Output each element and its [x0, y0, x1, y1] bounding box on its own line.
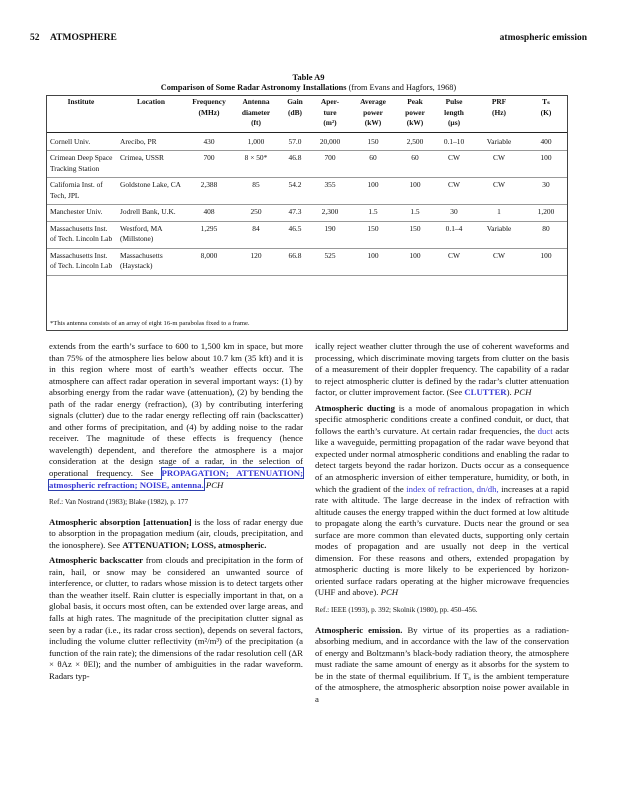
table-cell: 60 — [396, 151, 434, 178]
entry-term: Atmospheric backscatter — [49, 555, 144, 566]
table-cell: 84 — [232, 221, 280, 248]
table-cell: 66.8 — [280, 248, 310, 275]
table-footnote: *This antenna consists of an array of eight 16-m parabolas fixed to a frame. — [50, 320, 250, 327]
table-cell: 46.8 — [280, 151, 310, 178]
table-cell: 700 — [310, 151, 350, 178]
entry-backscatter: Atmospheric backscatter from clouds and precipitation in the form of rain, hail, or snow may be considered an unwanted source of interference, or clutter, to radars whose mission is to detect targets other than the weather itself. Rain clutter is especially important in that, on a global basis, it occurs most often, can be extended over large areas, and falls at high rates. The magnitude of the precipitation clutter signal as seen by a radar (i.e., its radar cross section), depends on several factors, including the volume clutter reflectivity (m²/m³) of the precipitation (a function of the rain rate); the dimensions of the radar resolution cell (ΔR × θAz × θEl); and the number of ambiguities in the radar waveform. Radars typ- — [49, 555, 303, 681]
duct-link[interactable]: duct — [537, 425, 553, 436]
table-row — [46, 132, 568, 151]
table-cell: CW — [434, 178, 474, 205]
table-cell: 80 — [524, 221, 568, 248]
table-cell: Jodrell Bank, U.K. — [116, 205, 186, 222]
paragraph-atmosphere: extends from the earth’s surface to 600 to 1,500 km in space, but more than 75% of the atmosphere lies below about 10.7 km (35 kft) and it is in this region where most of earth’s weather effects occur. The atmosphere can affect radar operation in several important ways: (1) by absorbing energy from the radar wave (attenuation), (2) by bending the path of the radar energy (refraction), (3) by contributing interfering signals (clutter) due to the radar energy reflecting off rain (backscatter) and other forms of precipitation, and (4) by adding noise to the radar receiver. The magnitude of these effects is frequency (hence wavelength) dependent, and therefore the atmosphere is a major consideration at the design stage of a radar, in the selection of operational frequency. See PROPAGATION; ATTENUATION; atmospheric refraction; NOISE, antenna. PCH — [49, 341, 303, 490]
table-cell: 150 — [396, 221, 434, 248]
table-cell: Crimean Deep Space Tracking Station — [46, 151, 116, 178]
xref-attenuation: ATTENUATION; LOSS, atmospheric. — [122, 539, 267, 550]
author-initials: PCH — [380, 587, 399, 598]
table-cell: Massachusetts (Haystack) — [116, 248, 186, 275]
table-cell: 1,295 — [186, 221, 232, 248]
left-column — [49, 341, 303, 686]
table-cell: CW — [474, 248, 524, 275]
table-cell: Goldstone Lake, CA — [116, 178, 186, 205]
radar-installations-table — [46, 96, 568, 276]
table-cell: 100 — [350, 248, 396, 275]
table-cell: 54.2 — [280, 178, 310, 205]
table-cell: 1,200 — [524, 205, 568, 222]
table-cell: 1 — [474, 205, 524, 222]
table-cell: 30 — [434, 205, 474, 222]
table-cell: 0.1–4 — [434, 221, 474, 248]
entry-term: Atmospheric absorption [attenuation] — [49, 516, 192, 527]
table-cell: 100 — [350, 178, 396, 205]
table-body — [46, 132, 568, 275]
table-cell: Crimea, USSR — [116, 151, 186, 178]
table-cell: 2,300 — [310, 205, 350, 222]
right-column — [315, 341, 569, 709]
table-cell: Variable — [474, 132, 524, 151]
column-header: Institute — [46, 96, 116, 132]
reference-line: Ref.: Van Nostrand (1983); Blake (1982), p. 177 — [49, 498, 189, 507]
column-header: Peak power (kW) — [396, 96, 434, 132]
author-initials: PCH — [205, 479, 224, 490]
table-cell: 2,500 — [396, 132, 434, 151]
table-cell: 150 — [350, 132, 396, 151]
table-cell: 150 — [350, 221, 396, 248]
table-cell: 100 — [524, 248, 568, 275]
running-header — [30, 33, 587, 47]
table-cell: Massachusetts Inst. of Tech. Lincoln Lab — [46, 248, 116, 275]
table-cell: 525 — [310, 248, 350, 275]
entry-term: Atmospheric ducting — [315, 402, 396, 413]
table-cell: 2,388 — [186, 178, 232, 205]
table-row — [46, 205, 568, 222]
index-of-refraction-link[interactable]: index of refraction, dn/dh, — [406, 483, 499, 494]
table-cell: 60 — [350, 151, 396, 178]
table-cell: Cornell Univ. — [46, 132, 116, 151]
column-header: Antenna diameter (ft) — [232, 96, 280, 132]
table-caption — [0, 83, 617, 92]
table-cell: 57.0 — [280, 132, 310, 151]
entry-term: Atmospheric emission. — [315, 624, 403, 635]
column-header: Average power (kW) — [350, 96, 396, 132]
table-cell: 8 × 50* — [232, 151, 280, 178]
section-title: ATMOSPHERE — [50, 33, 117, 43]
table-cell: 190 — [310, 221, 350, 248]
table-cell: Manchester Univ. — [46, 205, 116, 222]
page-number: 52 — [30, 33, 40, 43]
table-source: (from Evans and Hagfors, 1968) — [348, 83, 457, 92]
table-row — [46, 178, 568, 205]
table-cell: 47.3 — [280, 205, 310, 222]
table-cell: CW — [474, 178, 524, 205]
table-cell: Westford, MA (Millstone) — [116, 221, 186, 248]
entry-absorption: Atmospheric absorption [attenuation] is the loss of radar energy due to absorption in the propagation medium (air, clouds, precipitation, and the ionosphere). See ATTENUATION; LOSS, atmospheric. — [49, 516, 303, 550]
table-cell: 700 — [186, 151, 232, 178]
clutter-link[interactable]: CLUTTER — [464, 387, 507, 398]
table-cell: 20,000 — [310, 132, 350, 151]
entry-ducting: Atmospheric ducting is a mode of anomalous propagation in which specific atmospheric conditions create a confined conduit, or duct, that follows the earth’s curvature. At certain radar frequencies, the duct acts like a waveguide, permitting propagation of the radar wave beyond that expected under normal atmospheric conditions and enabling the radar to detect targets beyond the radar horizon. Ducts occur as a consequence of an atmospheric inversion of either temperature, humidity, or both, in which the gradient of the index of refraction, dn/dh, increases at a rapid rate with altitude. The large decrease in the index of refraction with altitude causes the energy trapped within the duct formed at low altitude to propagate along the earth’s curvature. Ducts near the ground or sea surface are more common than elevated ducts, supporting only certain modes of propagation and are usually not deep in the vertical dimension. For these reasons and others, extended propagation by atmospheric ducting is more likely to be experienced by horizon-oriented surface radars operating at the higher microwave frequencies (UHF and above). PCH — [315, 402, 570, 598]
table-cell: 1,000 — [232, 132, 280, 151]
table-cell: 355 — [310, 178, 350, 205]
table-cell: California Inst. of Tech, JPL — [46, 178, 116, 205]
table-cell: 46.5 — [280, 221, 310, 248]
column-header: Tₛ (K) — [524, 96, 568, 132]
table-cell: CW — [434, 248, 474, 275]
reference-line: Ref.: IEEE (1993), p. 392; Skolnik (1980), pp. 450–456. — [315, 606, 478, 615]
entry-emission: Atmospheric emission. By virtue of its properties as a radiation-absorbing medium, and in accordance with the law of the conservation of energy and Boltzmann’s black-body radiation theory, the atmosphere must radiate the same amount of energy as it absorbs for the system to be in the state of thermal equilibrium. If Tₐ is the ambient temperature of the atmosphere, the atmospheric absorption noise power available in a — [315, 624, 569, 704]
table-cell: 100 — [396, 248, 434, 275]
table-cell: 250 — [232, 205, 280, 222]
table-cell: 100 — [396, 178, 434, 205]
xref-propagation-link[interactable]: PROPAGATION; ATTENUATION; atmospheric refraction; NOISE, antenna. — [49, 468, 303, 490]
table-row — [46, 248, 568, 275]
table-cell: 8,000 — [186, 248, 232, 275]
table-cell: 120 — [232, 248, 280, 275]
table-cell: 0.1–10 — [434, 132, 474, 151]
author-initials: PCH — [513, 387, 532, 398]
column-header: Gain (dB) — [280, 96, 310, 132]
table-cell: 430 — [186, 132, 232, 151]
table-cell: Arecibo, PR — [116, 132, 186, 151]
column-header: Frequency (MHz) — [186, 96, 232, 132]
table-cell: 100 — [524, 151, 568, 178]
table-cell: CW — [474, 151, 524, 178]
table-row — [46, 151, 568, 178]
table-row — [46, 221, 568, 248]
table-cell: 1.5 — [350, 205, 396, 222]
paragraph-clutter: ically reject weather clutter through the use of coherent waveforms and processing, which discriminate moving targets from clutter on the basis of a measurement of their doppler frequency. The capability of a radar to reject atmospheric clutter is defined by the radar’s clutter attenuation factor, or clutter improvement factor. (See CLUTTER). PCH — [315, 341, 569, 398]
column-header: Pulse length (µs) — [434, 96, 474, 132]
running-head: atmospheric emission — [499, 33, 587, 43]
table-title: Comparison of Some Radar Astronomy Installations — [160, 83, 347, 92]
column-header: Aper- ture (m²) — [310, 96, 350, 132]
table-cell: 400 — [524, 132, 568, 151]
table-header-row — [46, 96, 568, 132]
table-cell: 30 — [524, 178, 568, 205]
table-label: Table A9 — [292, 72, 325, 82]
column-header: Location — [116, 96, 186, 132]
table-cell: 408 — [186, 205, 232, 222]
table-cell: Massachusetts Inst. of Tech. Lincoln Lab — [46, 221, 116, 248]
table-cell: 1.5 — [396, 205, 434, 222]
table-cell: 85 — [232, 178, 280, 205]
table-cell: CW — [434, 151, 474, 178]
table-cell: Variable — [474, 221, 524, 248]
column-header: PRF (Hz) — [474, 96, 524, 132]
